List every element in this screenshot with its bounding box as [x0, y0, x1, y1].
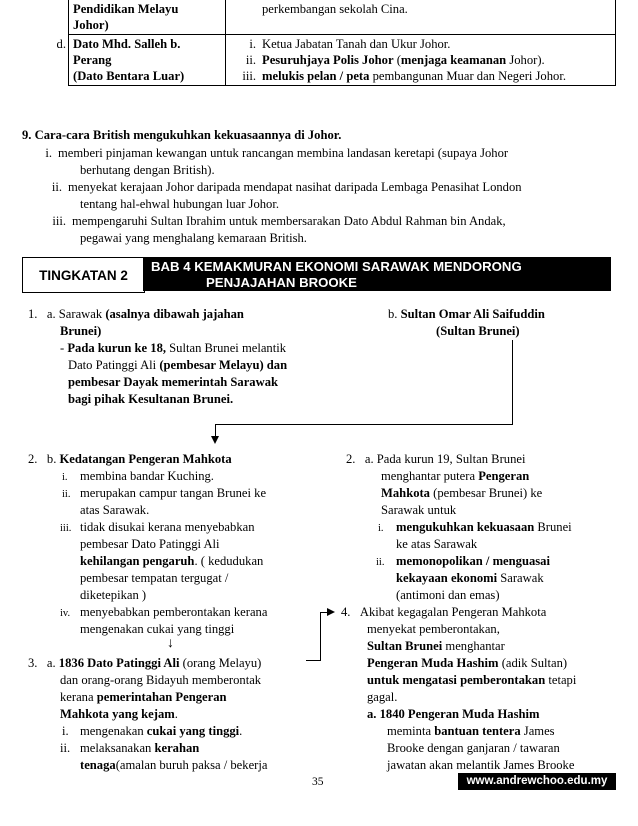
- item-text: pembesar Dato Patinggi Ali: [80, 537, 220, 551]
- connector-line: [306, 660, 320, 661]
- cell-line: perkembangan sekolah Cina.: [262, 2, 408, 16]
- point-1b: [388, 306, 545, 322]
- item-text: pembangunan Muar dan Negeri Johor.: [369, 69, 566, 83]
- text-line: [60, 689, 227, 705]
- cell-line: Johor): [73, 18, 109, 32]
- arrow-right-icon: [327, 608, 335, 616]
- item-text: berhutang dengan British).: [80, 163, 215, 177]
- text-line: [60, 340, 286, 356]
- chapter-banner: [143, 257, 611, 291]
- item-text: kehilangan pengaruh: [80, 554, 195, 568]
- item-text: pegawai yang menghalang kemaraan British.: [80, 231, 307, 245]
- text: (adik Sultan): [498, 656, 568, 670]
- item-text: Sarawak: [497, 571, 544, 585]
- text: Sultan Omar Ali Saifuddin: [400, 307, 545, 321]
- row-letter: [46, 35, 69, 86]
- list-item: [62, 468, 214, 486]
- text-line: [367, 706, 539, 722]
- text: (Sultan Brunei): [436, 324, 520, 338]
- item-num: i.: [249, 37, 256, 51]
- table-cell: [46, 0, 69, 35]
- text-line: [80, 757, 267, 773]
- text-line: [381, 485, 542, 501]
- text: menghantar putera: [381, 469, 479, 483]
- list-item: [36, 179, 522, 195]
- chapter-title-line: BAB 4 KEMAKMURAN EKONOMI SARAWAK MENDORONG: [151, 259, 522, 274]
- item-text: mengenakan: [80, 724, 147, 738]
- item-text: (amalan buruh paksa / bekerja: [115, 758, 268, 772]
- cell-line: Pendidikan Melayu: [73, 2, 179, 16]
- text: a.: [46, 656, 59, 670]
- item-num: ii.: [245, 53, 256, 67]
- text-line: [68, 357, 287, 373]
- text: Mahkota yang kejam: [60, 707, 175, 721]
- cell-line: (Dato Bentara Luar): [73, 69, 185, 83]
- list-item: [62, 723, 242, 739]
- text: a.: [367, 707, 380, 721]
- text-line: [367, 672, 576, 688]
- item-text: melaksanakan: [80, 741, 155, 755]
- list-item: [36, 213, 506, 229]
- item-text: Brunei: [534, 520, 572, 534]
- list-item: [378, 519, 572, 537]
- item-text: kekayaan ekonomi: [396, 571, 498, 585]
- table-row: [46, 0, 616, 35]
- text: (pembesar Melayu) dan: [159, 358, 288, 372]
- text-line: [367, 655, 567, 671]
- item-num: i.: [62, 472, 68, 483]
- text: -: [60, 341, 68, 355]
- text: menghantar: [442, 639, 505, 653]
- text-line: [367, 638, 505, 654]
- point-1a: [28, 306, 244, 322]
- text: b.: [46, 452, 60, 466]
- text: 1836 Dato Patinggi Ali: [58, 656, 180, 670]
- item-text: tentang hal-ehwal hubungan luar Johor.: [80, 197, 279, 211]
- text: .: [174, 707, 178, 721]
- text: tetapi: [545, 673, 577, 687]
- text-line: [381, 468, 529, 484]
- item-text: kerahan: [154, 741, 200, 755]
- form-level-text: TINGKATAN 2: [39, 267, 128, 283]
- list-item: [226, 52, 611, 68]
- table-row: [46, 35, 616, 86]
- text: (pembesar Brunei) ke: [429, 486, 543, 500]
- item-num: iii.: [242, 69, 256, 83]
- point-4: [341, 604, 546, 620]
- section-heading: 9. Cara-cara British mengukuhkan kekuasaannya di Johor.: [22, 128, 342, 142]
- connector-line: [320, 612, 321, 661]
- cell-line: Dato Mhd. Salleh b.: [73, 37, 181, 51]
- table-cell: [226, 35, 616, 86]
- item-num: i.: [378, 523, 384, 534]
- item-text: .: [239, 724, 243, 738]
- item-text: tidak disukai kerana menyebabkan: [80, 520, 255, 534]
- item-num: i.: [45, 146, 52, 160]
- connector-line: [512, 340, 513, 424]
- item-text: mengukuhkan kekuasaan: [396, 520, 535, 534]
- point-2b: [28, 451, 232, 467]
- text: Brunei): [60, 324, 102, 338]
- text: 1840 Pengeran Muda Hashim: [379, 707, 540, 721]
- text: bantuan tentera: [434, 724, 521, 738]
- list-item: [62, 485, 266, 503]
- text: James: [520, 724, 555, 738]
- item-text: membina bandar Kuching.: [80, 469, 214, 483]
- item-num: ii.: [62, 489, 71, 500]
- item-text: tenaga: [80, 758, 116, 772]
- text: b.: [388, 307, 401, 321]
- text: Mahkota: [381, 486, 430, 500]
- item-num: ii.: [376, 557, 385, 568]
- list-item: [226, 68, 611, 84]
- website-link[interactable]: www.andrewchoo.edu.my: [466, 775, 608, 787]
- form-level-label: [22, 257, 145, 293]
- text: a. Sarawak: [46, 307, 106, 321]
- item-text: mengenakan cukai yang tinggi: [80, 622, 235, 636]
- item-text: . ( kedudukan: [194, 554, 264, 568]
- item-num: ii.: [51, 180, 62, 194]
- item-text: ke atas Sarawak: [396, 537, 478, 551]
- cell-line: Perang: [73, 53, 112, 67]
- list-item: [36, 145, 508, 161]
- arrow-down-icon: [211, 436, 219, 444]
- item-text: melukis pelan / peta: [262, 69, 370, 83]
- item-text: Ketua Jabatan Tanah dan Ukur Johor.: [262, 37, 451, 51]
- item-num: ii.: [60, 741, 71, 755]
- item-text: merupakan campur tangan Brunei ke: [80, 486, 267, 500]
- item-text: Johor).: [506, 53, 545, 67]
- text: Sarawak untuk: [381, 503, 457, 517]
- item-text: atas Sarawak.: [80, 503, 150, 517]
- row-letter-text: d.: [56, 36, 66, 51]
- text: bagi pihak Kesultanan Brunei.: [68, 392, 234, 406]
- footer-website[interactable]: [458, 773, 616, 790]
- text-line: [80, 553, 263, 569]
- text: meminta: [387, 724, 435, 738]
- point-num: 2.: [28, 452, 38, 466]
- text: Kedatangan Pengeran Mahkota: [59, 452, 232, 466]
- list-item: [376, 553, 550, 571]
- text: a. Pada kurun 19, Sultan Brunei: [364, 452, 526, 466]
- text: Pengeran Muda Hashim: [367, 656, 499, 670]
- item-num: i.: [62, 724, 69, 738]
- connector-line: [215, 424, 513, 425]
- item-num: iii.: [52, 214, 66, 228]
- point-num: 4.: [341, 605, 351, 619]
- item-text: (antimoni dan emas): [396, 588, 500, 602]
- text: dan orang-orang Bidayuh memberontak: [60, 673, 262, 687]
- text: kerana: [60, 690, 97, 704]
- top-table: [46, 0, 616, 86]
- point-num: 2.: [346, 452, 356, 466]
- text: Pada kurun ke 18,: [67, 341, 167, 355]
- item-text: memberi pinjaman kewangan untuk rancangan membina landasan keretapi (supaya Johor: [58, 146, 509, 160]
- item-text: menjaga keamanan: [400, 53, 507, 67]
- point-2a: [346, 451, 525, 467]
- text-line: [387, 723, 555, 739]
- item-text: diketepikan ): [80, 588, 147, 602]
- text: untuk mengatasi pemberontakan: [367, 673, 546, 687]
- text: (asalnya dibawah jajahan: [105, 307, 244, 321]
- item-text: (: [393, 53, 401, 67]
- text: menyekat pemberontakan,: [367, 622, 500, 636]
- text-line: [396, 570, 544, 586]
- text: Sultan Brunei: [367, 639, 443, 653]
- item-num: iv.: [60, 608, 71, 619]
- point-3a: [28, 655, 261, 671]
- item-text: memonopolikan / menguasai: [396, 554, 550, 568]
- text: Akibat kegagalan Pengeran Mahkota: [359, 605, 547, 619]
- text: Brooke dengan ganjaran / tawaran: [387, 741, 560, 755]
- text: pemerintahan Pengeran: [96, 690, 227, 704]
- item-text: menyekat kerajaan Johor daripada mendapat nasihat daripada Lembaga Penasihat London: [68, 180, 522, 194]
- item-text: menyebabkan pemberontakan kerana: [80, 605, 268, 619]
- text: Dato Patinggi Ali: [68, 358, 160, 372]
- list-item: [60, 604, 267, 622]
- item-text: Pesuruhjaya Polis Johor: [262, 53, 394, 67]
- point-num: 3.: [28, 656, 38, 670]
- item-text: cukai yang tinggi: [146, 724, 240, 738]
- text: jawatan akan melantik James Brooke: [387, 758, 575, 772]
- list-item: [226, 36, 611, 52]
- chapter-title-line: PENJAJAHAN BROOKE: [206, 275, 357, 290]
- point-num: 1.: [28, 307, 38, 321]
- text: Sultan Brunei melantik: [166, 341, 287, 355]
- list-item: [60, 519, 255, 537]
- item-num: iii.: [60, 523, 72, 534]
- text-line: [60, 706, 178, 722]
- text: gagal.: [367, 690, 398, 704]
- item-text: pembesar tempatan tergugat /: [80, 571, 229, 585]
- item-text: mempengaruhi Sultan Ibrahim untuk membersarakan Dato Abdul Rahman bin Andak,: [72, 214, 506, 228]
- page-number: 35: [312, 776, 324, 788]
- text: (orang Melayu): [179, 656, 262, 670]
- table-cell: [69, 0, 226, 35]
- list-item: [60, 740, 199, 756]
- arrow-down-icon: ↓: [167, 636, 174, 651]
- text: pembesar Dayak memerintah Sarawak: [68, 375, 279, 389]
- table-cell: [226, 0, 616, 35]
- text: Pengeran: [478, 469, 530, 483]
- table-cell: [69, 35, 226, 86]
